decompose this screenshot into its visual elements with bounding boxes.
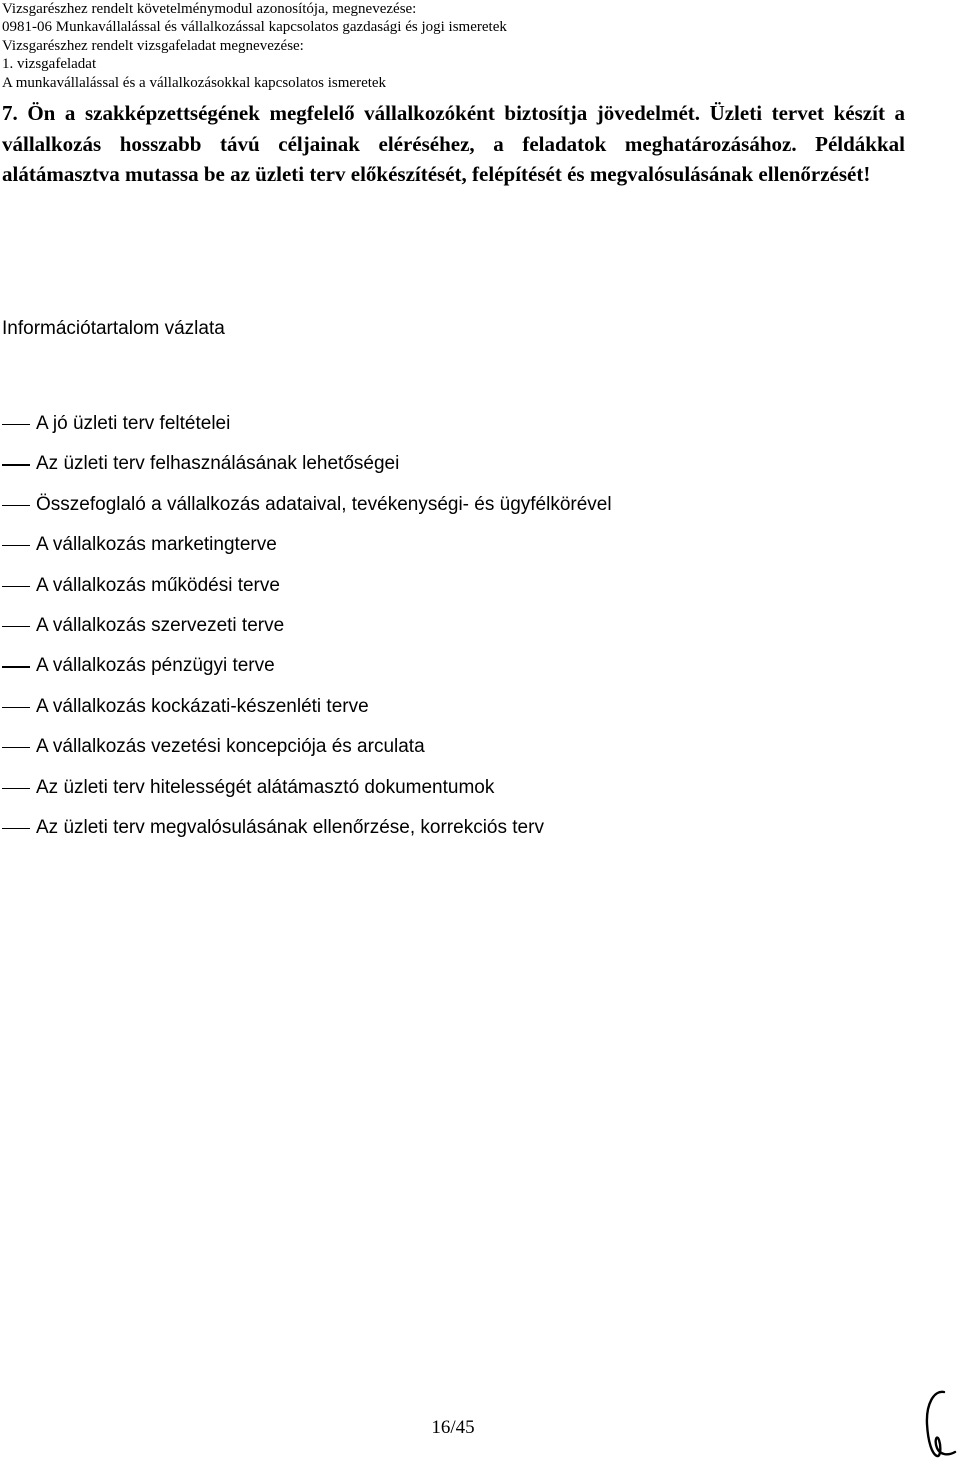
outline-item-text: A vállalkozás marketingterve — [36, 534, 277, 556]
header-line: A munkavállalással és a vállalkozásokkal kapcsolatos ismeretek — [2, 74, 387, 91]
outline-item-text: A vállalkozás pénzügyi terve — [36, 655, 275, 677]
dash-bullet-icon — [2, 586, 30, 587]
signature-mark-icon — [922, 1384, 958, 1460]
outline-item — [0, 412, 612, 452]
outline-item-text: A jó üzleti terv feltételei — [36, 413, 231, 434]
header-line: 1. vizsgafeladat — [2, 56, 97, 73]
header-line: 0981-06 Munkavállalással és vállalkozással kapcsolatos gazdasági és jogi ismeretek — [2, 19, 507, 36]
dash-bullet-icon — [2, 545, 30, 546]
outline-item-text: Az üzleti terv felhasználásának lehetőségei — [36, 453, 400, 475]
dash-bullet-icon — [2, 626, 30, 627]
outline-item-text: A vállalkozás kockázati-készenléti terve — [36, 695, 369, 717]
outline-list — [0, 412, 612, 856]
dash-bullet-icon — [2, 788, 30, 789]
task-question: 7. Ön a szakképzettségének megfelelő vállalkozóként biztosítja jövedelmét. Üzleti tervet készít a vállalkozás hosszabb távú céljainak eléréséhez, a feladatok meghatározásához. Példákkal alátámasztva mutassa be az üzleti terv előkészítését, felépítését és megvalósulásának ellenőrzését! — [2, 101, 905, 187]
outline-item-text: Összefoglaló a vállalkozás adataival, tevékenységi- és ügyfélkörével — [36, 493, 612, 515]
outline-item — [0, 574, 612, 614]
outline-item — [0, 654, 612, 694]
outline-item — [0, 493, 612, 533]
outline-item — [0, 452, 612, 492]
outline-item-text: A vállalkozás szervezeti terve — [36, 614, 285, 636]
outline-heading: Információtartalom vázlata — [2, 318, 225, 339]
dash-bullet-icon — [2, 747, 30, 748]
dash-bullet-icon — [2, 828, 30, 829]
dash-bullet-icon — [2, 505, 30, 506]
outline-item — [0, 816, 612, 856]
dash-bullet-icon — [2, 707, 30, 708]
outline-item — [0, 614, 612, 654]
header-line: Vizsgarészhez rendelt követelménymodul azonosítója, megnevezése: — [2, 1, 417, 17]
dash-bullet-icon — [2, 464, 30, 465]
outline-item — [0, 776, 612, 816]
outline-item — [0, 533, 612, 573]
dash-bullet-icon — [2, 666, 30, 667]
outline-item-text: Az üzleti terv megvalósulásának ellenőrzése, korrekciós terv — [36, 816, 544, 838]
outline-item-text: A vállalkozás működési terve — [36, 574, 280, 596]
outline-item — [0, 695, 612, 735]
header-line: Vizsgarészhez rendelt vizsgafeladat megnevezése: — [2, 37, 304, 54]
outline-item-text: Az üzleti terv hitelességét alátámasztó dokumentumok — [36, 776, 495, 798]
page-number: 16/45 — [431, 1417, 475, 1438]
outline-item — [0, 735, 612, 775]
dash-bullet-icon — [2, 424, 30, 425]
outline-item-text: A vállalkozás vezetési koncepciója és arculata — [36, 736, 425, 758]
document-header — [2, 0, 952, 92]
